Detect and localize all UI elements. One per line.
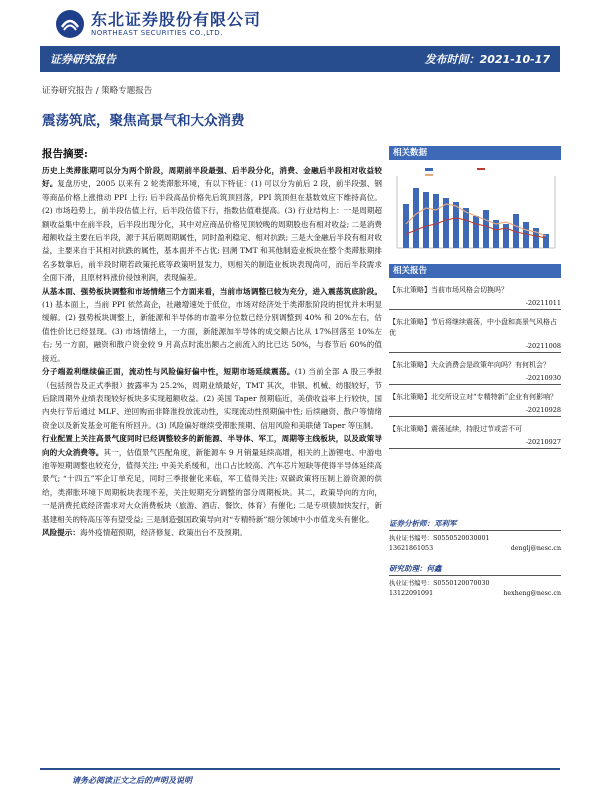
analyst-block [389, 564, 561, 599]
publish-date: 发布时间：2021-10-17 [424, 53, 550, 66]
abstract-p2-lead: 从基本面、强势板块调整和市场情绪三个方面来看，当前市场调整已较为充分，进入震荡筑底阶段。 [42, 286, 382, 296]
list-item[interactable] [389, 317, 561, 353]
risk-warning [42, 526, 382, 539]
analyst-name: 何鑫 [426, 564, 442, 573]
related-report-date: -20211011 [389, 299, 561, 310]
related-report-date: -20211008 [389, 342, 561, 353]
analyst-block [389, 519, 561, 554]
related-reports-heading: 相关报告 [389, 264, 561, 278]
risk-warning-label: 风险提示： [42, 527, 80, 537]
analyst-name: 邓利军 [434, 519, 457, 528]
related-report-title[interactable]: 【东北策略】节后将继续震荡，中小盘和高景气风格占优 [389, 318, 557, 337]
abstract-section [42, 146, 382, 539]
logo-company-name-en: NORTHEAST SECURITIES CO.,LTD. [91, 28, 223, 37]
analyst-title [389, 564, 561, 576]
related-report-title[interactable]: 【东北策略】大众消费会是政策年向吗？有何机会？ [389, 361, 550, 369]
related-report-title[interactable]: 【东北策略】北交所设立对“专精特新”企业有何影响？ [389, 393, 558, 401]
breadcrumb: 证券研究报告 / 策略专题报告 [42, 86, 153, 96]
analyst-phone: 13621861053 [389, 545, 434, 552]
related-reports-list [389, 285, 561, 449]
abstract-p4-lead: 行业配置上关注高景气度同时已经调整较多的新能源、半导体、军工，周期等主线板块，以及政策导向的大众消费等。 [42, 434, 382, 457]
analyst-email[interactable]: denglj@nesc.cn [510, 545, 561, 552]
analyst-email[interactable]: hexheng@nesc.cn [503, 590, 561, 597]
analyst-label: 证券分析师： [389, 519, 434, 528]
related-report-date: -20210930 [389, 374, 561, 385]
related-report-title[interactable]: 【东北策略】震荡延续，持股过节或尝不可 [389, 425, 522, 433]
abstract-p1-lead: 历史上类滞胀期可以分为两个阶段，周期前半段最强、后半段分化，消费、金融后半段相对收益较好。 [42, 166, 382, 189]
page-title: 震荡筑底，聚焦高景气和大众消费 [42, 113, 245, 129]
logo-company-name: 东北证券股份有限公司 [91, 9, 262, 29]
related-data-heading: 相关数据 [389, 146, 561, 160]
footer-divider [40, 768, 560, 770]
header-band [40, 46, 560, 72]
abstract-p2-text: (1) 基本面上，当前 PPI 依然高企，社融增速处于低位，市场对经济处于类滞胀阶段的担忧并未明显缓解。(2) 强势板块调整上，新能源和半导体的市盈率分位数已经分别调整到 40% 和 20%左右，估值性价比已经显现。(3) 市场情绪上，一方面，新能源加半导体的成交额占比从 17%回落至 10%左右; 另一方面，融资和散户资金较 9 月高点时流出额占之前流入的比已达 50%，与春节后 60%的值接近。 [42, 300, 382, 363]
company-logo [55, 8, 305, 40]
analyst-contact [389, 544, 561, 554]
related-data-chart [389, 164, 561, 262]
list-item[interactable] [389, 360, 561, 385]
related-report-date: -20210928 [389, 406, 561, 417]
footer-disclaimer: 请务必阅读正文之后的声明及说明 [72, 775, 192, 785]
abstract-body [42, 164, 382, 539]
analyst-license: 执业证书编号：S0550520030001 [389, 535, 490, 542]
abstract-p3-text: (1) 当前全部 A 股三季报（包括预告及正式季报）披露率为 25.2%，周期业绩最好，TMT 其次，非银、机械、纺服较好，节后除周期外业绩表现较好板块多实现超额收益。(2) 美国 Taper 预期临近，美债收益率上行较快，国内央行节后通过 MLF、逆回购而非降准投放流动性，实现流动性预期偏中性; 后续融资、散户等情绪资金以及新发基金可能有所回升。(3) 风险偏好继续受滞胀预期、信用风险和美联储 Taper 等压制。 [42, 367, 383, 430]
list-item[interactable] [389, 392, 561, 417]
analyst-contact [389, 589, 561, 599]
abstract-paragraph-1 [42, 164, 382, 285]
report-type-label: 证券研究报告 [50, 53, 116, 66]
analyst-phone: 13122091091 [389, 590, 434, 597]
sidebar [389, 146, 561, 609]
list-item[interactable] [389, 285, 561, 310]
analyst-label: 研究助理： [389, 564, 427, 573]
abstract-paragraph-3 [42, 365, 382, 432]
related-report-title[interactable]: 【东北策略】当前市场风格会切换吗？ [389, 286, 508, 294]
abstract-paragraph-4 [42, 432, 382, 526]
analyst-section [389, 519, 561, 599]
abstract-p4-text: 其一，估值景气匹配角度，新能源车 9 月销量延续高增，相关的上游锂电、中游电池等短期调整也较充分，值得关注; 中美关系缓和，出口占比较高、汽车芯片短缺等使得半导体延续高景气; “十四五”军企订单充足，同时三季报催化来临，军工值得关注; 双碳政策将压制上游资源的供给，类滞胀环境下周期板块表现不差，关注短期充分调整的部分周期板块。其二，政策导向的方向，一是消费托底经济需求对大众消费板块（旅游、酒店、餐饮、体育）有催化; 二是专项债加快发行，新基建相关的特高压等有望受益; 三是制造强国政策导向对“专精特新”细分领域中小市值龙头有催化。 [42, 447, 383, 524]
risk-warning-text: 海外疫情超预期，经济修复、政策出台不及预期。 [79, 527, 248, 537]
abstract-p1-text: 复盘历史，2005 以来有 2 轮类滞胀环境，有以下特征：(1) 可以分为前后 2 段，前半段强、钢等商品价格上涨推动 PPI 上行; 后半段高品价格先后筑顶回落，PPI 筑顶但在基数效应下维持高位。(2) 市场趋势上，前半段估值上行，后半段估值下行，指数估值难提高。(3) 行业结构上：一是周期超额收益集中在前半段，后半段出现分化，其中对应商品价格见顶较晚的周期股也有相对收益; 二是消费超额收益主要在后半段，源于其后期周期属性，同时盈利稳定、相对抗跌; 三是大金融后半段有相对收益，主要来自于其相对抗跌的属性，基本面并不占优; 回溯 TMT 和其他制造业板块在整个类滞胀期排名多数靠后，前半段时期若政策托底等政策明显发力，则相关的制造业板块表现尚可，而后半段需求全面下滑，且原材料涨价侵蚀利润，表现偏差。 [42, 179, 382, 283]
analyst-title [389, 519, 561, 531]
analyst-license: 执业证书编号：S0550120070030 [389, 580, 490, 587]
abstract-paragraph-2 [42, 285, 382, 365]
list-item[interactable] [389, 424, 561, 449]
abstract-p3-lead: 分子端盈利继续偏正面，流动性与风险偏好偏中性，短期市场延续震荡。 [42, 367, 295, 377]
related-report-date: -20210927 [389, 438, 561, 449]
abstract-heading: 报告摘要: [42, 148, 88, 160]
logo-icon [55, 9, 85, 39]
related-data-chart-svg [389, 164, 561, 262]
